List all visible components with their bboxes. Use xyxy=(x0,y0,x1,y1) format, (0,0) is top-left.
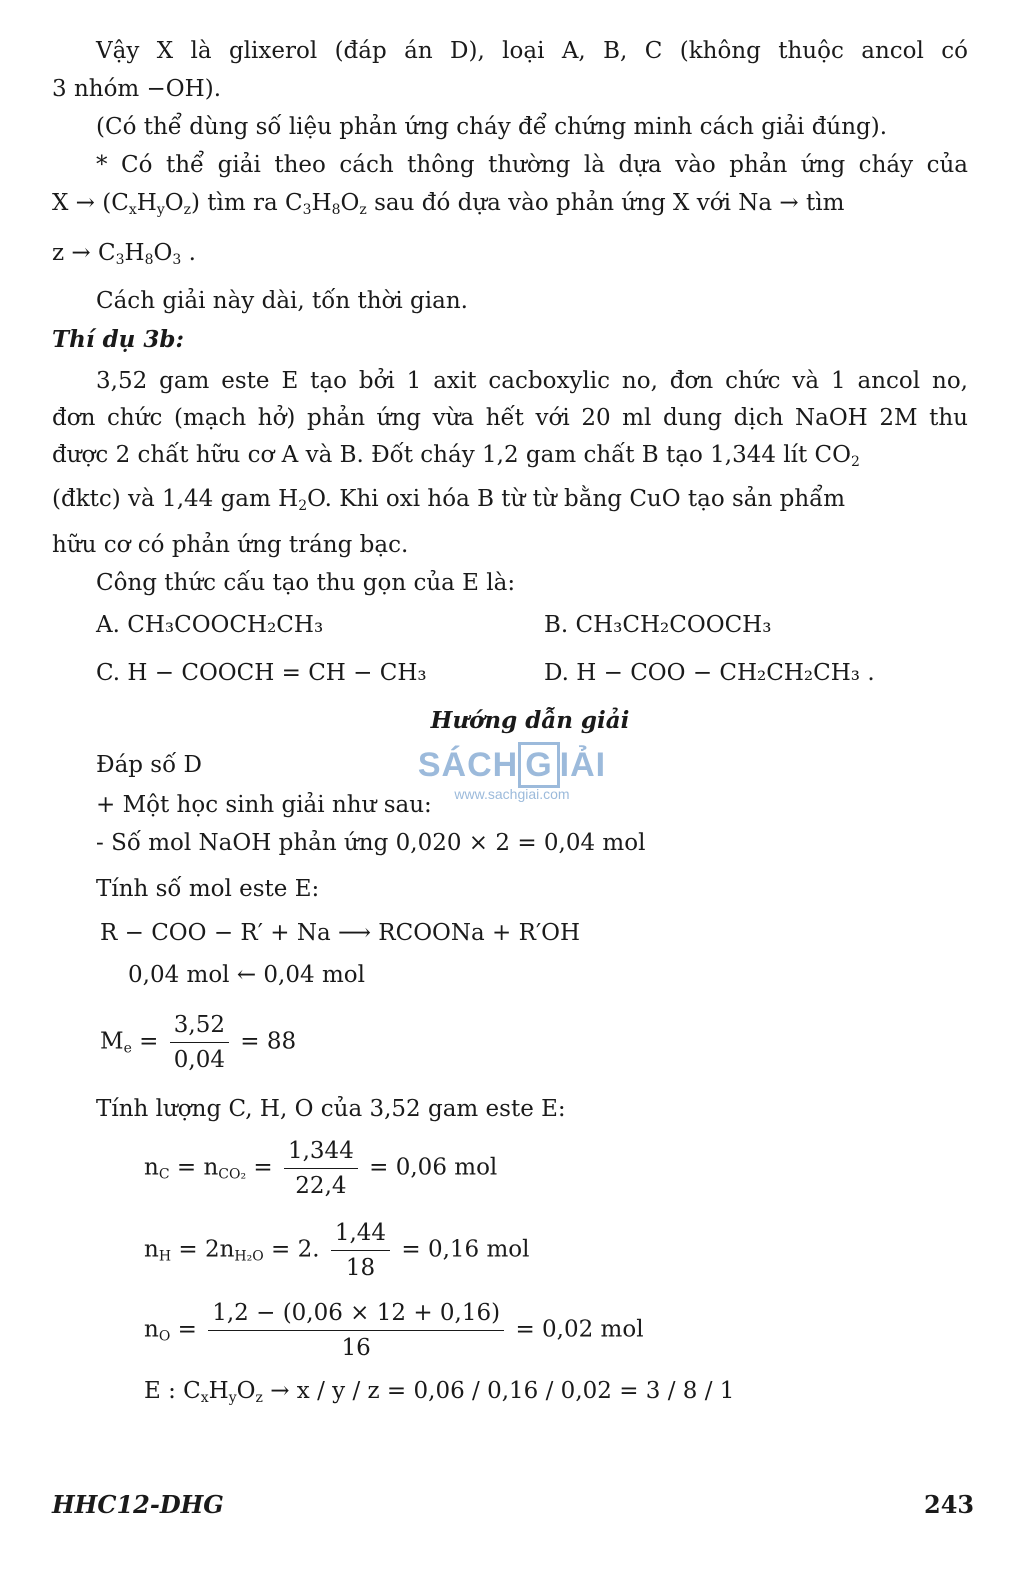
oxygen-mole-numerator: 1,2 − (0,06 × 12 + 0,16) xyxy=(208,1298,504,1331)
watermark-brand-left: SÁCH xyxy=(417,746,519,784)
option-d: D. H − COO − CH₂CH₂CH₃ . xyxy=(544,660,875,686)
example-para-3-text: được 2 chất hữu cơ A và B. Đốt cháy 1,2 gam chất B tạo 1,344 lít CO xyxy=(52,442,852,468)
watermark-logo xyxy=(412,742,612,788)
example-para-4-b: O. Khi oxi hóa B từ từ bằng CuO tạo sản phẩm xyxy=(307,486,846,512)
hydrogen-mole-fraction xyxy=(331,1218,390,1283)
oxygen-mole-result: = 0,02 mol xyxy=(515,1316,644,1343)
footer-page-number: 243 xyxy=(924,1490,975,1519)
intro-line-5-c: sau đó dựa vào phản ứng X với Na → tìm xyxy=(366,190,845,216)
hydrogen-mole-denominator: 18 xyxy=(345,1255,376,1281)
molar-mass-fraction xyxy=(170,1010,229,1075)
oxygen-mole-denominator: 16 xyxy=(341,1335,371,1361)
example-title: Thí dụ 3b: xyxy=(52,326,184,353)
hydrogen-mole-result: = 0,16 mol xyxy=(401,1236,530,1263)
option-b: B. CH₃CH₂COOCH₃ xyxy=(544,612,772,638)
molar-mass-numerator: 3,52 xyxy=(170,1010,229,1043)
example-para-1: 3,52 gam este E tạo bởi 1 axit cacboxylic no, đơn chức và 1 ancol no, xyxy=(96,368,968,394)
hydrogen-mole-formula: $n_H = 2n_{H_2O} = 2$. $\frac{1,44}{18}$ = 0,16 mol xyxy=(144,1220,530,1281)
question-text: Công thức cấu tạo thu gọn của E là: xyxy=(96,570,516,596)
intro-line-2: 3 nhóm −OH). xyxy=(52,76,222,102)
example-para-4-a: (đktc) và 1,44 gam H xyxy=(52,486,299,512)
molar-mass-formula: $M_e$ = $\frac{3,52}{0,04}$ = 88 xyxy=(100,1012,297,1073)
watermark-brand-g: G xyxy=(518,742,559,788)
molar-mass-subscript: e xyxy=(123,1040,132,1057)
intro-line-4: * Có thể giải theo cách thông thường là dựa vào phản ứng cháy của xyxy=(96,152,968,178)
watermark-brand-right: IẢI xyxy=(559,746,607,784)
intro-line-5-b: ) tìm ra C xyxy=(190,190,303,216)
intro-line-5: $X \to (C_xH_yO_z)$ tìm ra $C_3H_8O_z$ sau đó dựa vào phản ứng X với Na → tìm xyxy=(52,190,845,218)
intro-line-6-a: z → C xyxy=(52,240,116,266)
intro-line-7: Cách giải này dài, tốn thời gian. xyxy=(96,288,468,314)
intro-line-6: $z \to C_3H_8O_3$ . xyxy=(52,240,196,268)
solution-step-3: Tính số mol este E: xyxy=(96,876,320,902)
oxygen-mole-formula: $n_O$ = $\frac{1,2 - (0,06 \times 12 + 0,16)}{16}$ = 0,02 mol xyxy=(144,1300,644,1361)
intro-line-3: (Có thể dùng số liệu phản ứng cháy để chứng minh cách giải đúng). xyxy=(96,114,888,140)
example-para-3: được 2 chất hữu cơ A và B. Đốt cháy 1,2 gam chất B tạo 1,344 lít $CO_2$ xyxy=(52,442,860,470)
example-para-2: đơn chức (mạch hở) phản ứng vừa hết với 20 ml dung dịch NaOH 2M thu xyxy=(52,405,968,431)
carbon-mole-formula: $n_C = n_{CO_2}$ = $\frac{1,344}{22,4}$ = 0,06 mol xyxy=(144,1138,498,1199)
formula-ratio-text: → x / y / z = 0,06 / 0,16 / 0,02 = 3 / 8 / 1 xyxy=(270,1378,735,1404)
solution-step-4: Tính lượng C, H, O của 3,52 gam este E: xyxy=(96,1096,566,1122)
watermark-url: www.sachgiai.com xyxy=(454,786,570,802)
solution-heading: Hướng dẫn giải xyxy=(430,707,630,734)
solution-step-2: - Số mol NaOH phản ứng 0,020 × 2 = 0,04 mol xyxy=(96,830,646,856)
carbon-mole-numerator: 1,344 xyxy=(284,1136,358,1169)
carbon-mole-result: = 0,06 mol xyxy=(369,1154,498,1181)
solution-step-1: + Một học sinh giải như sau: xyxy=(96,792,432,818)
answer-line: Đáp số D xyxy=(96,752,202,778)
watermark xyxy=(412,742,612,802)
molar-mass-symbol: M xyxy=(100,1028,124,1055)
formula-ratio: E : $C_xH_yO_z \to x / y / z = 0,06 / 0,16 / 0,02 = 3 / 8 / 1$ xyxy=(144,1378,735,1406)
oxygen-mole-fraction xyxy=(208,1298,504,1363)
intro-line-5-a: X → (C xyxy=(52,190,129,216)
molar-mass-denominator: 0,04 xyxy=(173,1047,225,1073)
carbon-mole-denominator: 22,4 xyxy=(295,1173,347,1199)
carbon-mole-fraction xyxy=(284,1136,358,1201)
intro-line-1: Vậy X là glixerol (đáp án D), loại A, B, C (không thuộc ancol có xyxy=(96,38,968,64)
hydrogen-mole-numerator: 1,44 xyxy=(331,1218,390,1251)
example-para-5: hữu cơ có phản ứng tráng bạc. xyxy=(52,532,409,558)
reaction-moles: 0,04 mol ← 0,04 mol xyxy=(128,962,365,988)
molar-mass-result: = 88 xyxy=(240,1028,297,1055)
reaction-equation: R − COO − R′ + Na ⟶ RCOONa + R′OH xyxy=(100,920,581,946)
example-para-4: (đktc) và 1,44 gam $H_2O$. Khi oxi hóa B từ từ bằng CuO tạo sản phẩm xyxy=(52,486,846,514)
option-c: C. H − COOCH = CH − CH₃ xyxy=(96,660,427,686)
footer-book-code: HHC12-DHG xyxy=(52,1490,224,1519)
option-a: A. CH₃COOCH₂CH₃ xyxy=(96,612,324,638)
